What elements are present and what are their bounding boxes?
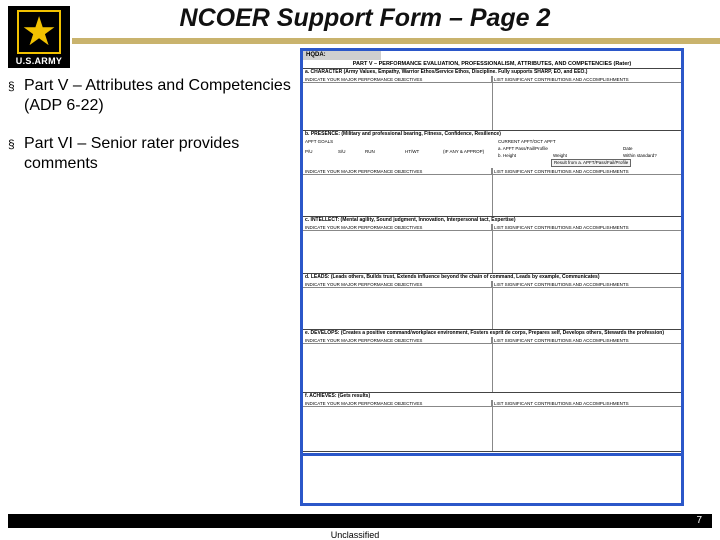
apft-within-label: Within standard? — [623, 153, 657, 158]
apft-result-box: Result from a. APFT/Pass/Fail/Profile — [551, 159, 631, 167]
apft-pu-label: P/U — [305, 149, 313, 154]
contributions-header: LIST SIGNIFICANT CONTRIBUTIONS AND ACCOMPLISHMENTS — [492, 224, 681, 231]
contributions-header: LIST SIGNIFICANT CONTRIBUTIONS AND ACCOMPLISHMENTS — [492, 337, 681, 344]
section-label: d. LEADS: (Leads others, Builds trust, Extends influence beyond the chain of command, Leads by example, Communicates) — [305, 274, 600, 280]
classification-label: Unclassified — [330, 530, 380, 540]
objectives-header: INDICATE YOUR MAJOR PERFORMANCE OBJECTIVES — [303, 168, 492, 175]
apft-pass-label: a. APFT Pass/Fail/Profile — [498, 146, 548, 151]
apft-date-label: Date — [623, 146, 633, 151]
objectives-header: INDICATE YOUR MAJOR PERFORMANCE OBJECTIVES — [303, 337, 492, 344]
form-part-v-title: PART V – PERFORMANCE EVALUATION, PROFESSIONALISM, ATTRIBUTES, AND COMPETENCIES (Rater) — [303, 60, 681, 69]
apft-htwt-label: HT/WT — [405, 149, 420, 154]
form-section-presence — [303, 130, 681, 216]
army-logo — [8, 6, 70, 68]
apft-if-any-label: (IF ANY & APPROP) — [443, 149, 485, 154]
bullet-item — [8, 134, 298, 174]
column-divider — [492, 76, 493, 130]
contributions-header: LIST SIGNIFICANT CONTRIBUTIONS AND ACCOMPLISHMENTS — [492, 76, 681, 83]
objectives-header: INDICATE YOUR MAJOR PERFORMANCE OBJECTIVES — [303, 281, 492, 288]
objectives-header: INDICATE YOUR MAJOR PERFORMANCE OBJECTIVES — [303, 224, 492, 231]
column-divider — [492, 337, 493, 392]
apft-run-label: RUN — [365, 149, 375, 154]
logo-text: U.S.ARMY — [15, 56, 63, 66]
section-label: a. CHARACTER (Army Values, Empathy, Warrior Ethos/Service Ethos, Discipline. Fully supports SHARP, EO, and EEO.) — [305, 69, 588, 75]
senior-rater-comments-box — [300, 456, 684, 506]
apft-height-label: b. Height — [498, 153, 517, 158]
section-label: f. ACHIEVES: (Gets results) — [305, 393, 371, 399]
section-label: c. INTELLECT: (Mental agility, Sound judgment, Innovation, Interpersonal tact, Expertise) — [305, 217, 516, 223]
column-divider — [492, 400, 493, 451]
contributions-header: LIST SIGNIFICANT CONTRIBUTIONS AND ACCOMPLISHMENTS — [492, 168, 681, 175]
form-section-develops — [303, 329, 681, 392]
form-section-leads — [303, 273, 681, 329]
bullet-text: Part V – Attributes and Competencies (ADP 6-22) — [24, 77, 291, 114]
bullet-item — [8, 76, 298, 116]
star-icon: ★ — [21, 10, 57, 54]
bullet-list — [8, 76, 298, 192]
bullet-square-icon: § — [8, 79, 15, 93]
page-title: NCOER Support Form – Page 2 — [179, 4, 551, 32]
column-divider — [492, 168, 493, 216]
section-label: b. PRESENCE: (Military and professional bearing, Fitness, Confidence, Resilience) — [305, 131, 501, 137]
apft-su-label: S/U — [338, 149, 346, 154]
footer-bar — [8, 514, 712, 528]
title-divider — [72, 38, 720, 44]
contributions-header: LIST SIGNIFICANT CONTRIBUTIONS AND ACCOMPLISHMENTS — [492, 281, 681, 288]
apft-block — [303, 138, 681, 168]
objectives-header: INDICATE YOUR MAJOR PERFORMANCE OBJECTIVES — [303, 76, 492, 83]
objectives-header: INDICATE YOUR MAJOR PERFORMANCE OBJECTIVES — [303, 400, 492, 407]
bullet-text: Part VI – Senior rater provides comments — [24, 135, 240, 172]
apft-current-label: CURRENT APFT/OCT APFT — [498, 139, 556, 144]
apft-weight-label: Weight — [553, 153, 567, 158]
ncoer-form-image — [300, 48, 684, 456]
form-section-character — [303, 68, 681, 130]
column-divider — [492, 224, 493, 273]
form-section-achieves — [303, 392, 681, 451]
logo-star-frame — [17, 10, 61, 54]
column-divider — [492, 281, 493, 329]
contributions-header: LIST SIGNIFICANT CONTRIBUTIONS AND ACCOMPLISHMENTS — [492, 400, 681, 407]
form-part-vi-title: PART VI – SENIOR RATER COMMENTS — [303, 451, 681, 456]
section-label: e. DEVELOPS: (Creates a positive command/workplace environment, Fosters esprit de corps, Prepares self, Develops others, Stewards the profession) — [305, 330, 665, 336]
form-section-intellect — [303, 216, 681, 273]
bullet-square-icon: § — [8, 137, 15, 151]
apft-goals-label: APFT GOALS — [305, 139, 334, 144]
page-number: 7 — [696, 515, 702, 526]
form-hqda-label: HQDA: — [303, 51, 381, 60]
